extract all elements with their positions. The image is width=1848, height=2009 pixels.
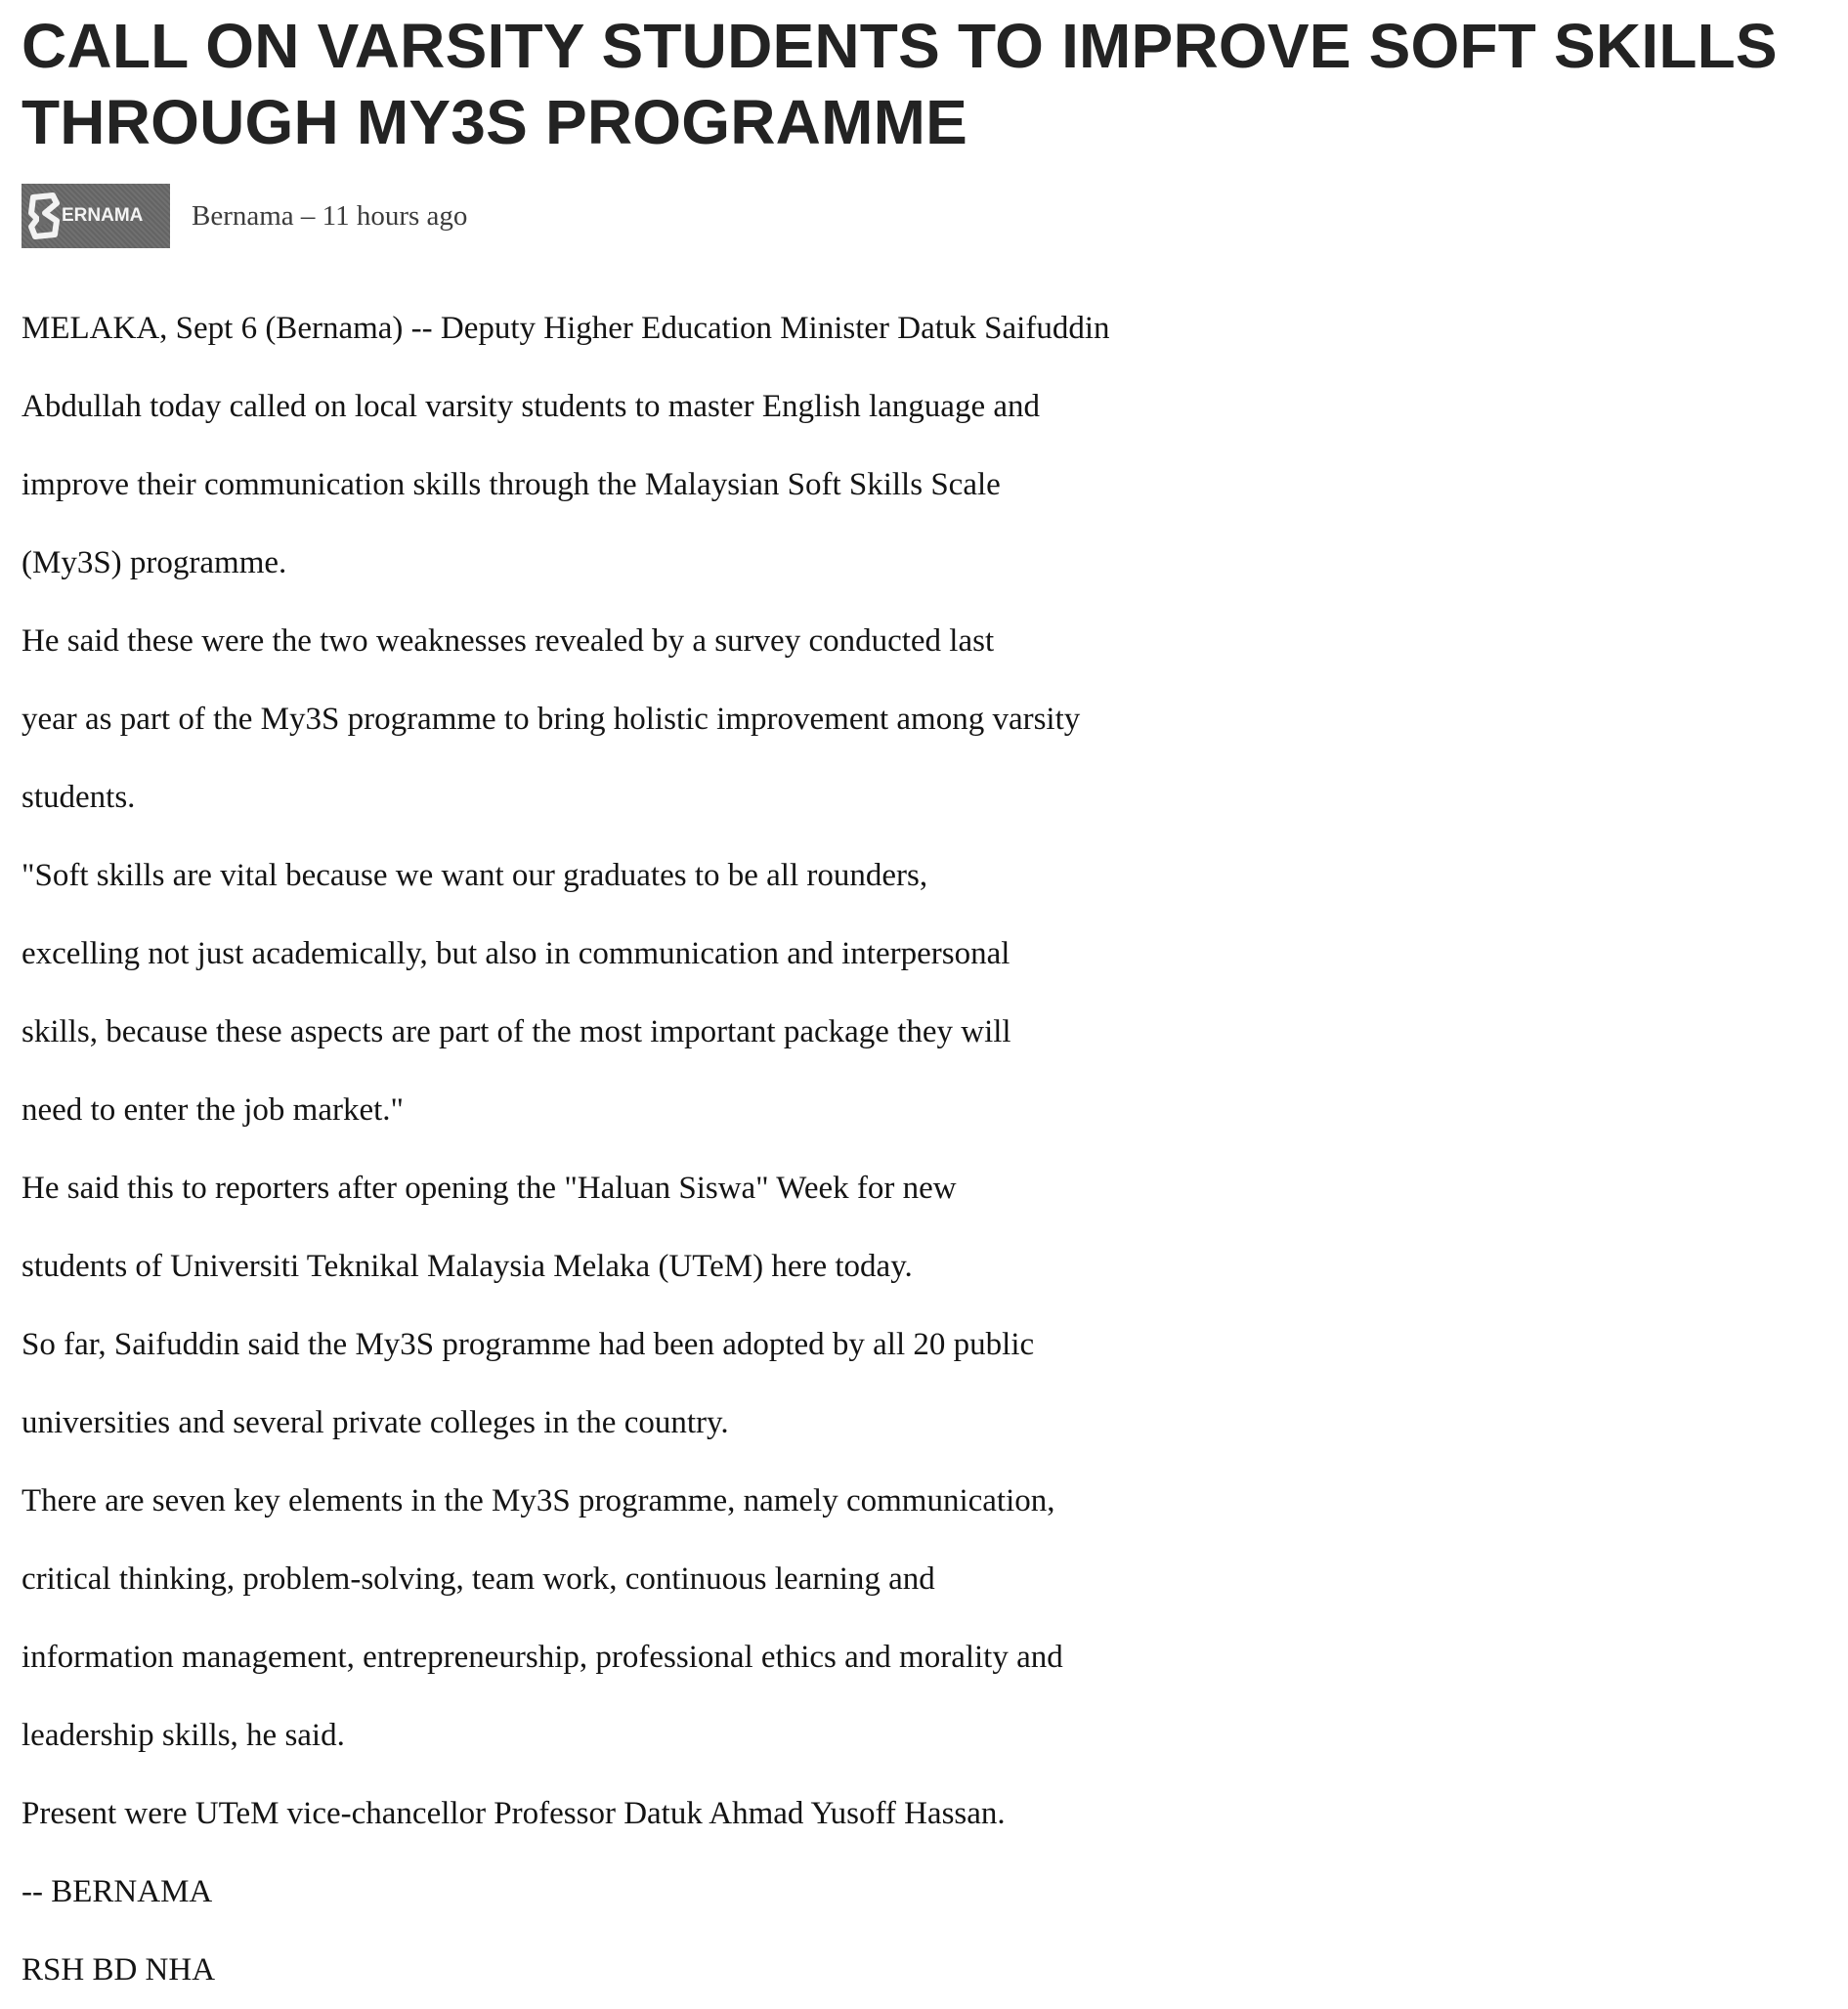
body-line: (My3S) programme. [21,545,287,580]
bernama-logo[interactable] [21,184,170,248]
body-line: skills, because these aspects are part of the most important package they will [21,1014,1011,1049]
body-line: Abdullah today called on local varsity students to master English language and [21,389,1040,424]
body-line: improve their communication skills through the Malaysian Soft Skills Scale [21,467,1001,502]
body-line: need to enter the job market." [21,1092,404,1128]
body-line: critical thinking, problem-solving, team work, continuous learning and [21,1561,935,1597]
body-line: "Soft skills are vital because we want our graduates to be all rounders, [21,858,928,893]
body-line: He said this to reporters after opening the "Haluan Siswa" Week for new [21,1171,957,1206]
body-line: He said these were the two weaknesses revealed by a survey conducted last [21,623,995,659]
body-line: students of Universiti Teknikal Malaysia Melaka (UTeM) here today. [21,1249,913,1284]
dateline-signoff: -- BERNAMA [21,1874,213,1909]
body-line: students. [21,780,136,815]
body-line: So far, Saifuddin said the My3S programme had been adopted by all 20 public [21,1327,1035,1362]
editor-initials: RSH BD NHA [21,1952,216,1988]
body-line: There are seven key elements in the My3S programme, namely communication, [21,1483,1055,1518]
logo-text: ERNAMA [62,205,144,226]
headline-line: CALL ON VARSITY STUDENTS TO IMPROVE SOFT SKILLS [21,11,1778,81]
article-headline [21,8,1829,160]
body-line: MELAKA, Sept 6 (Bernama) -- Deputy Higher Education Minister Datuk Saifuddin [21,311,1110,346]
source-and-time: Bernama – 11 hours ago [192,199,468,232]
byline [21,184,467,248]
body-line: information management, entrepreneurship, professional ethics and morality and [21,1640,1063,1675]
body-line: universities and several private colleges in the country. [21,1405,729,1440]
body-line: leadership skills, he said. [21,1718,345,1753]
body-line: year as part of the My3S programme to bring holistic improvement among varsity [21,702,1081,737]
article-body [21,289,1487,2009]
body-line: Present were UTeM vice-chancellor Professor Datuk Ahmad Yusoff Hassan. [21,1796,1006,1831]
headline-line: THROUGH MY3S PROGRAMME [21,87,967,157]
bernama-b-icon [27,192,61,240]
body-line: excelling not just academically, but also in communication and interpersonal [21,936,1010,971]
